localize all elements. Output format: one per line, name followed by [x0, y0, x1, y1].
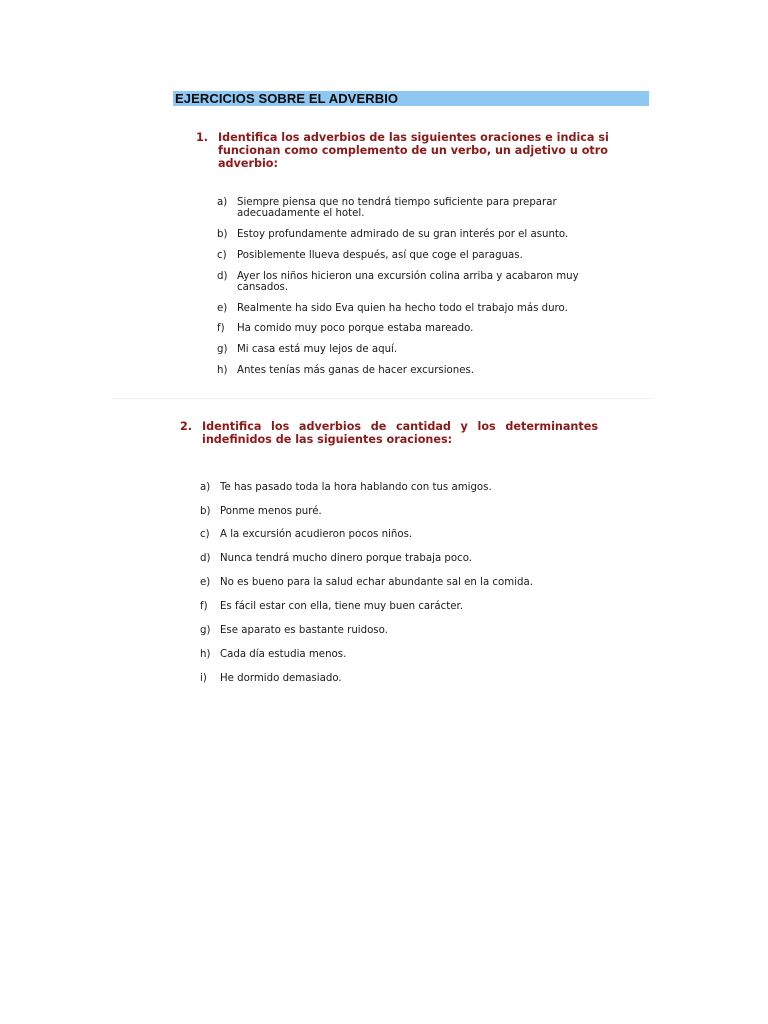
list-item	[217, 303, 597, 314]
list-item	[200, 673, 600, 684]
list-item	[200, 506, 600, 517]
item-letter: e)	[217, 303, 228, 314]
item-text: Siempre piensa que no tendrá tiempo suficiente para preparar adecuadamente el hotel.	[237, 197, 557, 219]
item-letter: d)	[200, 553, 211, 564]
list-item	[217, 323, 597, 334]
item-letter: b)	[200, 506, 211, 517]
exercise-1-number: 1.	[196, 131, 209, 144]
list-item	[217, 344, 597, 355]
item-letter: g)	[217, 344, 228, 355]
item-letter: e)	[200, 577, 211, 588]
list-item	[200, 625, 600, 636]
item-text: Antes tenías más ganas de hacer excursiones.	[237, 365, 475, 376]
exercise-2-instruction: Identifica los adverbios de cantidad y los determinantes indefinidos de las siguientes oraciones:	[202, 420, 598, 446]
item-letter: a)	[200, 482, 211, 493]
item-letter: g)	[200, 625, 211, 636]
item-text: Ponme menos puré.	[220, 506, 322, 517]
list-item	[217, 271, 597, 293]
exercise-1-instruction: Identifica los adverbios de las siguientes oraciones e indica si funcionan como complemento de un verbo, un adjetivo u otro adverbio:	[218, 131, 609, 170]
item-text: Te has pasado toda la hora hablando con tus amigos.	[220, 482, 492, 493]
exercise-1-heading	[196, 131, 616, 170]
exercise-2-heading	[180, 420, 598, 446]
item-text: Realmente ha sido Eva quien ha hecho todo el trabajo más duro.	[237, 303, 568, 314]
item-text: He dormido demasiado.	[220, 673, 342, 684]
item-letter: f)	[200, 601, 208, 612]
list-item	[200, 482, 600, 493]
item-text: Ayer los niños hicieron una excursión colina arriba y acabaron muy cansados.	[237, 271, 579, 293]
list-item	[217, 365, 597, 376]
item-letter: h)	[217, 365, 228, 376]
item-text: Posiblemente llueva después, así que coge el paraguas.	[237, 250, 523, 261]
item-text: Nunca tendrá mucho dinero porque trabaja poco.	[220, 553, 473, 564]
list-item	[217, 197, 597, 219]
list-item	[200, 529, 600, 540]
list-item	[200, 601, 600, 612]
item-letter: f)	[217, 323, 225, 334]
item-letter: c)	[217, 250, 227, 261]
page-title: EJERCICIOS SOBRE EL ADVERBIO	[175, 91, 399, 106]
list-item	[200, 649, 600, 660]
item-text: No es bueno para la salud echar abundante sal en la comida.	[220, 577, 533, 588]
item-letter: b)	[217, 229, 228, 240]
item-text: Cada día estudia menos.	[220, 649, 347, 660]
item-letter: i)	[200, 673, 207, 684]
item-text: Mi casa está muy lejos de aquí.	[237, 344, 398, 355]
item-text: A la excursión acudieron pocos niños.	[220, 529, 413, 540]
section-divider	[113, 398, 653, 399]
item-text: Ha comido muy poco porque estaba mareado.	[237, 323, 474, 334]
item-letter: d)	[217, 271, 228, 282]
list-item	[217, 229, 597, 240]
item-text: Es fácil estar con ella, tiene muy buen carácter.	[220, 601, 463, 612]
list-item	[200, 553, 600, 564]
item-letter: c)	[200, 529, 210, 540]
item-text: Estoy profundamente admirado de su gran interés por el asunto.	[237, 229, 569, 240]
list-item	[200, 577, 600, 588]
item-text: Ese aparato es bastante ruidoso.	[220, 625, 388, 636]
list-item	[217, 250, 597, 261]
item-letter: a)	[217, 197, 228, 208]
item-letter: h)	[200, 649, 211, 660]
exercise-2-number: 2.	[180, 420, 193, 433]
